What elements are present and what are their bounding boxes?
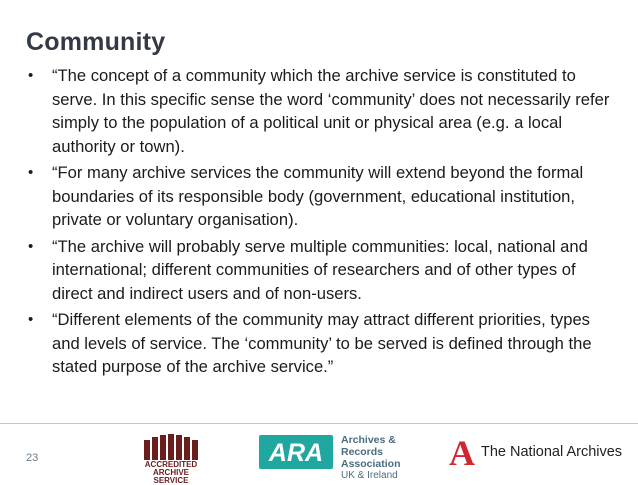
bullet-item bbox=[24, 235, 614, 306]
national-archives-name: The National Archives bbox=[481, 444, 623, 460]
bullet-text: “Different elements of the community may attract different priorities, types and levels of service. The ‘community’ to be served is defined through the stated purpose of the archive service.” bbox=[52, 310, 592, 376]
page-number: 23 bbox=[26, 452, 39, 464]
bullet-dot: • bbox=[28, 237, 34, 255]
bullet-item bbox=[24, 308, 614, 379]
bullet-text: “The archive will probably serve multiple communities: local, national and international; different communities of researchers and of other types of direct and indirect users and of non-users. bbox=[52, 236, 588, 303]
accredited-line2: ARCHIVE SERVICE bbox=[152, 468, 189, 485]
ara-line1: Archives & Records bbox=[341, 434, 396, 458]
ara-logo bbox=[259, 433, 431, 481]
bullet-list bbox=[24, 64, 614, 382]
bullet-text: “The concept of a community which the archive service is constituted to serve. In this specific sense the word ‘community’ does not necessarily refer simply to the population of a political unit or physical area (e.g. a local authority or town). bbox=[52, 66, 610, 156]
tna-mark-text: A bbox=[449, 435, 475, 469]
bullet-dot: • bbox=[28, 67, 34, 84]
bullet-dot: • bbox=[28, 164, 34, 181]
ara-mark-text: ARA bbox=[268, 439, 324, 467]
national-archives-logo bbox=[447, 435, 623, 469]
ara-logo-text bbox=[341, 434, 431, 482]
ara-mark-icon bbox=[259, 435, 333, 469]
archive-pillars-icon bbox=[144, 434, 198, 460]
national-archives-a-icon bbox=[447, 435, 479, 469]
bullet-text: “For many archive services the community will extend beyond the formal boundaries of its responsible body (government, educational institution, private or voluntary organisation). bbox=[52, 163, 584, 229]
bullet-dot: • bbox=[28, 311, 34, 328]
bullet-item bbox=[24, 64, 614, 158]
bullet-item bbox=[24, 161, 614, 232]
accredited-line1: ACCREDITED bbox=[144, 460, 198, 469]
accredited-archive-service-logo bbox=[140, 432, 202, 485]
accredited-logo-text bbox=[140, 461, 202, 485]
ara-line2: Association bbox=[341, 458, 401, 470]
ara-line3: UK & Ireland bbox=[341, 470, 398, 481]
footer-divider bbox=[0, 423, 638, 424]
slide-title: Community bbox=[26, 28, 166, 56]
